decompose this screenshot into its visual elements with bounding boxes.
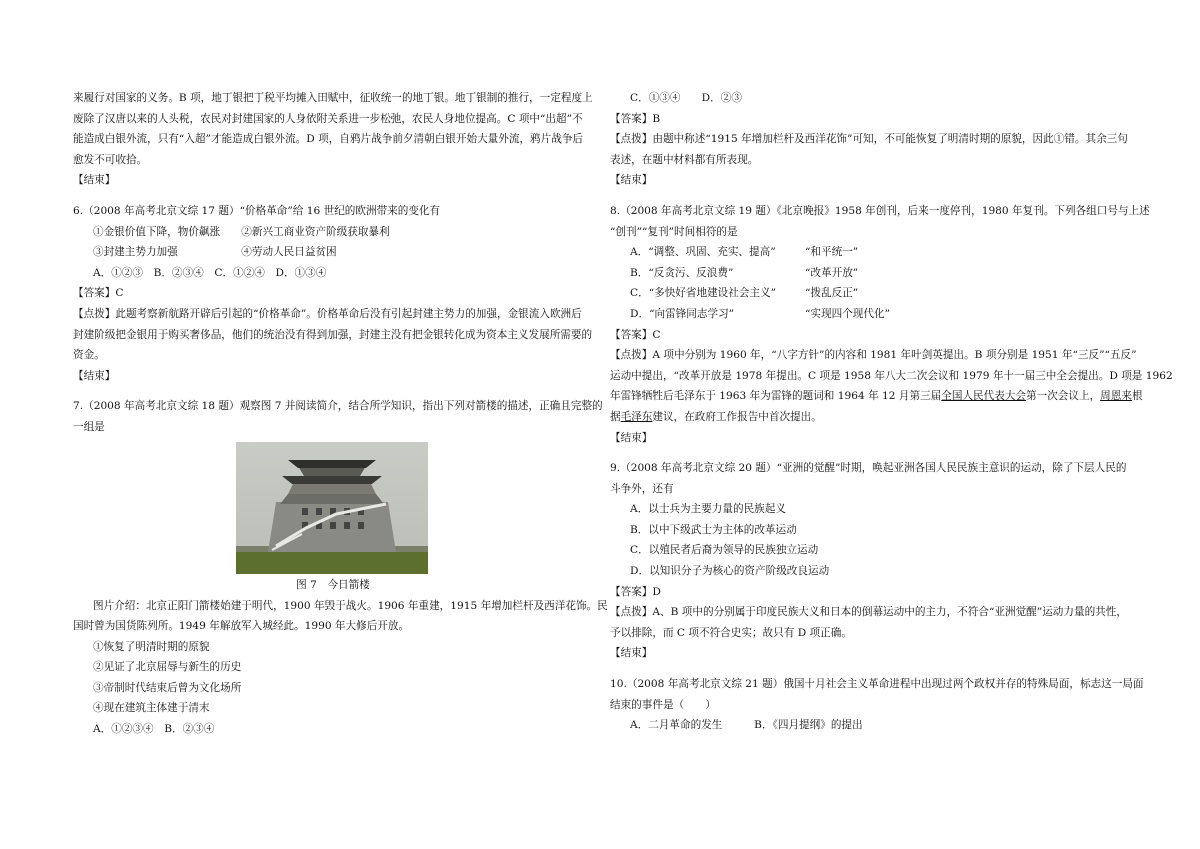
question-8-answer: 【答案】C — [610, 328, 661, 341]
question-8-stem: 8.（2008 年高考北京文综 19 题）《北京晚报》1958 年创刊，后来一度停刊，1980 年复刊。下列各组口号与上述 — [610, 204, 1150, 217]
question-10-options: A．二月革命的发生 B．《四月提纲》的提出 — [630, 719, 863, 732]
option-slogan-1: D．“向雷锋同志学习” — [630, 307, 735, 320]
question-9-hint: 【点拨】A、B 项中的分别属于印度民族大义和日本的倒幕运动中的主力，不符合“亚洲觉醒”运动力量的共性， — [610, 606, 1127, 619]
option-slogan-2: “实现四个现代化” — [805, 307, 890, 320]
figure-intro: 图片介绍：北京正阳门箭楼始建于明代，1900 年毁于战火。1906 年重建，1915 年增加栏杆及西洋花饰。民 — [93, 599, 608, 612]
right-column — [610, 88, 1173, 736]
end-marker: 【结束】 — [73, 174, 116, 187]
question-6-option: ③封建主势力加强 ④劳动人民日益贫困 — [93, 246, 337, 259]
question-9-option: C．以殖民者后裔为领导的民族独立运动 — [630, 544, 819, 557]
hint-text: 建议，在政府工作报告中首次提出。 — [652, 410, 822, 423]
hint-link: 全国人民代表大会 — [941, 390, 1027, 403]
hint-text: 年雷锋牺牲后毛泽东于 1963 年为雷锋的题词和 1964 年 12 月第三届 — [610, 390, 942, 403]
question-7-option: ①恢复了明清时期的原貌 — [93, 640, 210, 653]
question-10-stem: 结束的事件是（ ） — [610, 698, 716, 711]
question-7-option: ④现在建筑主体建于清末 — [93, 702, 210, 715]
hint-link: 周恩来 — [1100, 390, 1132, 403]
question-9-answer: 【答案】D — [610, 585, 661, 598]
question-8-hint — [610, 386, 1143, 407]
question-8-option — [610, 242, 1140, 263]
question-7-hint: 【点拨】由题中称述“1915 年增加栏杆及西洋花饰”可知，不可能恢复了明清时期的原貌，因此①错。其余三句 — [610, 133, 1128, 146]
question-9-stem: 斗争外，还有 — [610, 482, 674, 495]
question-7-hint: 表述，在题中材料都有所表现。 — [610, 153, 759, 166]
question-7-stem: 一组是 — [73, 420, 105, 433]
left-column — [73, 88, 608, 740]
question-8-option — [610, 263, 1140, 284]
question-10-stem: 10.（2008 年高考北京文综 21 题）俄国十月社会主义革命进程中出现过两个政权并存的特殊局面，标志这一局面 — [610, 678, 1144, 691]
text-line: 愈发不可收拾。 — [73, 153, 148, 166]
question-6-choices: A．①②③ B．②③④ C．①②④ D．①③④ — [93, 266, 327, 279]
question-6-stem: 6.（2008 年高考北京文综 17 题）“价格革命”给 16 世纪的欧洲带来的变化有 — [73, 204, 441, 217]
question-7-answer: 【答案】B — [610, 112, 661, 125]
option-slogan-2: “拨乱反正” — [805, 287, 859, 300]
end-marker: 【结束】 — [610, 174, 653, 187]
option-slogan-2: “和平统一” — [805, 246, 859, 259]
question-6-hint: 封建阶级把金银用于购买奢侈品，他们的统治没有得到加强，封建主没有把金银转化成为资本主义发展所需要的 — [73, 328, 593, 341]
question-9-option: D．以知识分子为核心的资产阶级改良运动 — [630, 565, 830, 578]
hint-text: 第一次会议上， — [1026, 390, 1101, 403]
hint-text: 根 — [1131, 390, 1143, 403]
question-8-hint — [610, 407, 1140, 428]
option-slogan-1: A．“调整、巩固、充实、提高” — [630, 246, 776, 259]
option-slogan-1: C．“多快好省地建设社会主义” — [630, 287, 777, 300]
hint-text: 据 — [610, 410, 621, 423]
option-slogan-2: “改革开放” — [805, 266, 859, 279]
question-7-choices: A．①②③④ B．②③④ — [93, 723, 215, 736]
question-9-option: A．以士兵为主要力量的民族起义 — [630, 503, 786, 516]
question-8-stem: “创刊”“复刊”时间相符的是 — [610, 225, 738, 238]
question-8-hint: 运动中提出，“改革开放是 1978 年提出。C 项是 1958 年八大二次会议和 1979 年十一届三中全会提出。D 项是 1962 — [610, 369, 1173, 382]
question-6-answer: 【答案】C — [73, 287, 124, 300]
end-marker: 【结束】 — [610, 647, 653, 660]
question-8-hint: 【点拨】A 项中分别为 1960 年，“八字方针”的内容和 1981 年叶剑英提出。B 项分别是 1951 年“三反”“五反” — [610, 349, 1137, 362]
end-marker: 【结束】 — [610, 431, 653, 444]
question-7-option: ③帝制时代结束后曾为文化场所 — [93, 681, 242, 694]
question-9-stem: 9.（2008 年高考北京文综 20 题）“亚洲的觉醒”时期，唤起亚洲各国人民民族主意识的运动，除了下层人民的 — [610, 462, 1127, 475]
question-7-option: ②见证了北京屈辱与新生的历史 — [93, 661, 242, 674]
question-8-option — [610, 304, 1140, 325]
hint-link: 毛泽东 — [620, 410, 653, 423]
option-slogan-1: B．“反贪污、反浪费” — [630, 266, 734, 279]
question-6-hint: 资金。 — [73, 349, 105, 362]
question-9-option: B．以中下级武士为主体的改革运动 — [630, 523, 797, 536]
question-6-option: ①金银价值下降，物价飙涨 ②新兴工商业资产阶级获取暴利 — [93, 225, 390, 238]
text-line: 废除了汉唐以来的人头税，农民对封建国家的人身依附关系进一步松弛，农民人身地位提高。C 项中“出超”不 — [73, 112, 583, 125]
question-6-hint: 【点拨】此题考察新航路开辟后引起的“价格革命”。价格革命后没有引起封建主势力的加强，金银流入欧洲后 — [73, 307, 582, 320]
text-line: 来履行对国家的义务。B 项，地丁银把丁税平均摊入田赋中，征收统一的地丁银。地丁银制的推行，一定程度上 — [73, 92, 593, 104]
question-9-hint: 予以排除，而 C 项不符合史实；故只有 D 项正确。 — [610, 626, 852, 639]
arrow-tower-photo — [236, 442, 428, 574]
end-marker: 【结束】 — [73, 369, 116, 382]
figure-intro: 国时曾为国货陈列所。1949 年解放军入城经此。1990 年大修后开放。 — [73, 620, 410, 633]
question-7-choices: C．①③④ D．②③ — [630, 92, 742, 104]
figure-caption: 图 7 今日箭楼 — [296, 578, 370, 591]
question-8-option — [610, 283, 1140, 304]
text-line: 能造成白银外流，只有“入超”才能造成白银外流。D 项，自鸦片战争前夕清朝白银开始大量外流，鸦片战争后 — [73, 133, 584, 146]
question-7-stem: 7.（2008 年高考北京文综 18 题）观察图 7 并阅读简介，结合所学知识，指出下列对箭楼的描述，正确且完整的 — [73, 400, 603, 413]
